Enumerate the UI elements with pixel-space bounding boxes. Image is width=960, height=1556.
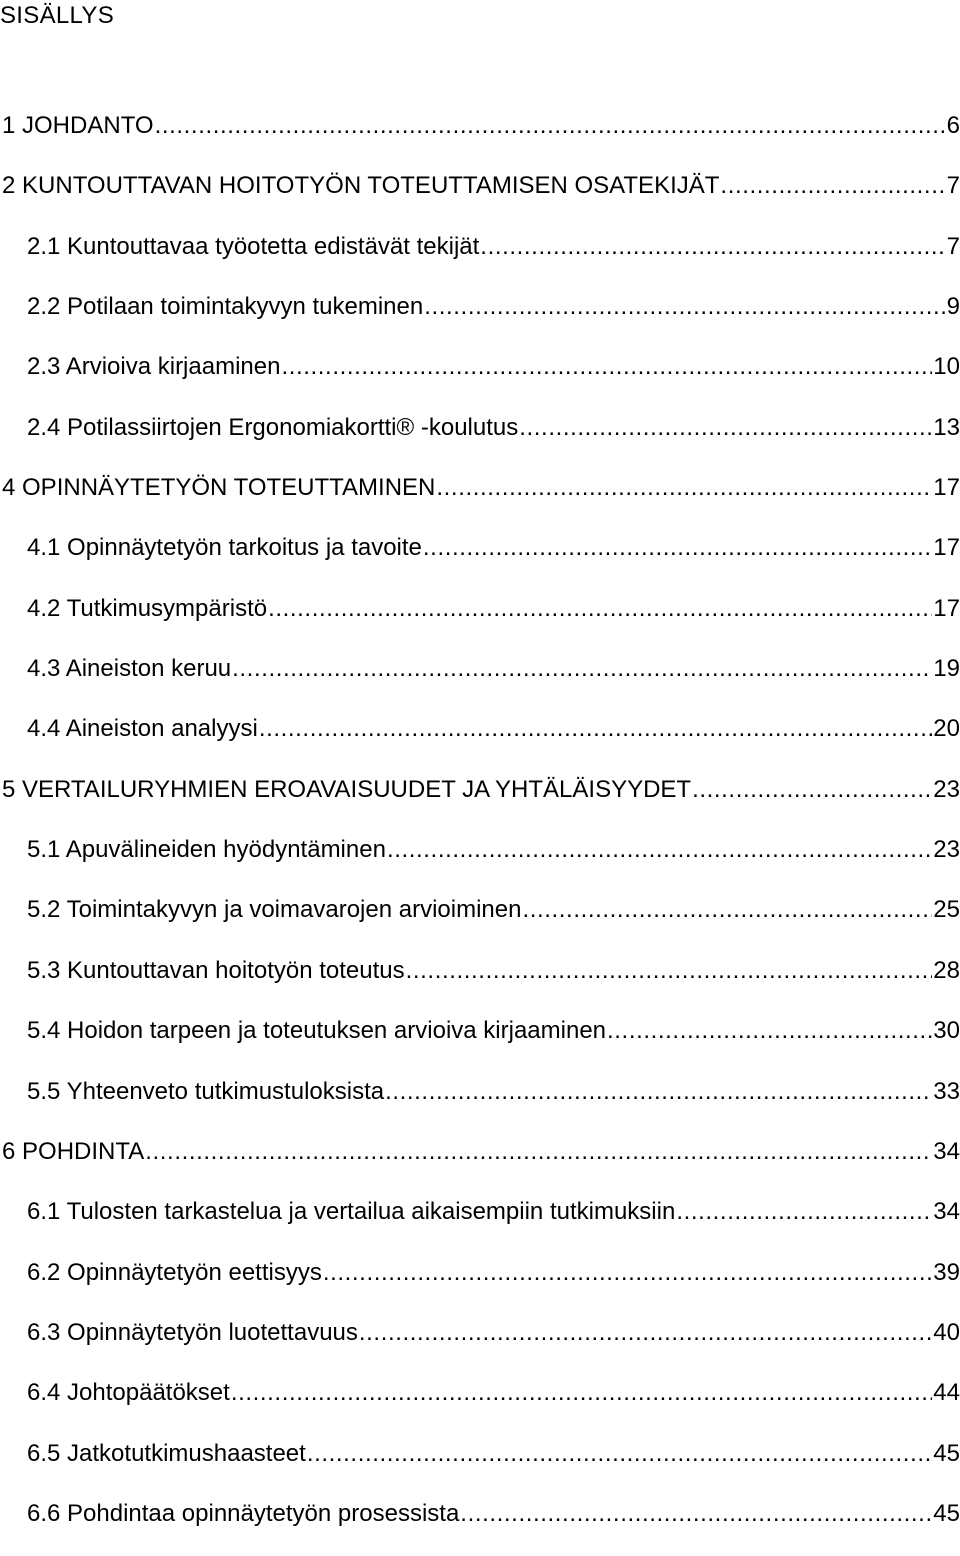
toc-heading: SISÄLLYS bbox=[0, 2, 115, 29]
toc-entry[interactable] bbox=[0, 168, 960, 228]
toc-entry-page-number: 17 bbox=[933, 594, 960, 622]
toc-entry-title: 2.4 Potilassiirtojen Ergonomiakortti® -koulutus bbox=[27, 413, 519, 441]
toc-entry[interactable] bbox=[0, 410, 960, 470]
toc-entry[interactable] bbox=[0, 651, 960, 711]
table-of-contents bbox=[0, 108, 960, 1556]
toc-entry[interactable] bbox=[0, 1496, 960, 1556]
toc-entry-title: 5.1 Apuvälineiden hyödyntäminen bbox=[27, 836, 386, 864]
toc-entry[interactable] bbox=[0, 1375, 960, 1435]
toc-entry[interactable] bbox=[0, 108, 960, 168]
dot-leader bbox=[323, 1255, 932, 1291]
toc-entry-title: 6.1 Tulosten tarkastelua ja vertailua aikaisempiin tutkimuksiin bbox=[27, 1198, 676, 1226]
dot-leader bbox=[522, 892, 932, 928]
toc-entry-page-number: 7 bbox=[946, 172, 960, 200]
toc-entry-title: 2.3 Arvioiva kirjaaminen bbox=[27, 353, 281, 381]
toc-entry-title: 6.3 Opinnäytetyön luotettavuus bbox=[27, 1318, 358, 1346]
toc-entry-page-number: 17 bbox=[933, 474, 960, 502]
toc-entry[interactable] bbox=[0, 349, 960, 409]
toc-entry-page-number: 10 bbox=[933, 353, 960, 381]
dot-leader bbox=[268, 591, 932, 627]
toc-entry-page-number: 25 bbox=[933, 896, 960, 924]
toc-entry-page-number: 34 bbox=[933, 1137, 960, 1165]
dot-leader bbox=[692, 772, 932, 808]
toc-entry-title: 6.6 Pohdintaa opinnäytetyön prosessista bbox=[27, 1499, 460, 1527]
toc-entry-title: 5.4 Hoidon tarpeen ja toteutuksen arvioiva kirjaaminen bbox=[27, 1017, 607, 1045]
toc-entry[interactable] bbox=[0, 1013, 960, 1073]
toc-entry-page-number: 6 bbox=[946, 112, 960, 139]
toc-entry-page-number: 39 bbox=[933, 1258, 960, 1286]
toc-entry-page-number: 28 bbox=[933, 956, 960, 984]
toc-entry[interactable] bbox=[0, 892, 960, 952]
toc-entry-title: 5 VERTAILURYHMIEN EROAVAISUUDET JA YHTÄLÄISYYDET bbox=[2, 775, 692, 803]
toc-entry[interactable] bbox=[0, 1134, 960, 1194]
toc-entry[interactable] bbox=[0, 832, 960, 892]
toc-entry-title: 4.1 Opinnäytetyön tarkoitus ja tavoite bbox=[27, 534, 422, 562]
toc-entry-page-number: 40 bbox=[933, 1318, 960, 1346]
dot-leader bbox=[155, 108, 946, 144]
dot-leader bbox=[231, 1375, 932, 1411]
toc-entry-page-number: 23 bbox=[933, 836, 960, 864]
toc-entry[interactable] bbox=[0, 591, 960, 651]
toc-entry-title: 2 KUNTOUTTAVAN HOITOTYÖN TOTEUTTAMISEN OSATEKIJÄT bbox=[2, 172, 720, 200]
toc-entry[interactable] bbox=[0, 1255, 960, 1315]
toc-entry-title: 6.5 Jatkotutkimushaasteet bbox=[27, 1439, 306, 1467]
toc-entry-title: 5.2 Toimintakyvyn ja voimavarojen arvioiminen bbox=[27, 896, 522, 924]
dot-leader bbox=[423, 530, 932, 566]
dot-leader bbox=[480, 229, 945, 265]
toc-entry[interactable] bbox=[0, 229, 960, 289]
toc-entry-title: 4.3 Aineiston keruu bbox=[27, 655, 232, 683]
dot-leader bbox=[460, 1496, 932, 1532]
toc-entry-page-number: 45 bbox=[933, 1499, 960, 1527]
toc-entry[interactable] bbox=[0, 772, 960, 832]
dot-leader bbox=[436, 470, 932, 506]
toc-entry-title: 2.2 Potilaan toimintakyvyn tukeminen bbox=[27, 293, 424, 321]
toc-entry-title: 4.2 Tutkimusympäristö bbox=[27, 594, 268, 622]
dot-leader bbox=[406, 953, 933, 989]
toc-entry-page-number: 20 bbox=[933, 715, 960, 743]
toc-entry-title: 4.4 Aineiston analyysi bbox=[27, 715, 258, 743]
toc-entry-title: 1 JOHDANTO bbox=[2, 112, 154, 139]
toc-entry-title: 4 OPINNÄYTETYÖN TOTEUTTAMINEN bbox=[2, 474, 436, 502]
dot-leader bbox=[385, 1074, 932, 1110]
dot-leader bbox=[720, 168, 945, 204]
toc-entry[interactable] bbox=[0, 1436, 960, 1496]
dot-leader bbox=[281, 349, 932, 385]
toc-entry[interactable] bbox=[0, 953, 960, 1013]
toc-entry-page-number: 45 bbox=[933, 1439, 960, 1467]
toc-entry-title: 5.5 Yhteenveto tutkimustuloksista bbox=[27, 1077, 385, 1105]
toc-entry-page-number: 34 bbox=[933, 1198, 960, 1226]
toc-entry-page-number: 30 bbox=[933, 1017, 960, 1045]
dot-leader bbox=[232, 651, 932, 687]
toc-entry-page-number: 17 bbox=[933, 534, 960, 562]
toc-entry[interactable] bbox=[0, 1315, 960, 1375]
toc-entry-page-number: 23 bbox=[933, 775, 960, 803]
dot-leader bbox=[387, 832, 932, 868]
dot-leader bbox=[607, 1013, 932, 1049]
dot-leader bbox=[359, 1315, 932, 1351]
toc-entry[interactable] bbox=[0, 470, 960, 530]
toc-entry-page-number: 19 bbox=[933, 655, 960, 683]
toc-entry-page-number: 9 bbox=[946, 293, 960, 321]
dot-leader bbox=[145, 1134, 932, 1170]
toc-entry[interactable] bbox=[0, 289, 960, 349]
toc-entry-title: 6.2 Opinnäytetyön eettisyys bbox=[27, 1258, 322, 1286]
toc-entry-page-number: 33 bbox=[933, 1077, 960, 1105]
toc-entry-title: 6.4 Johtopäätökset bbox=[27, 1379, 230, 1407]
toc-entry[interactable] bbox=[0, 530, 960, 590]
dot-leader bbox=[307, 1436, 932, 1472]
dot-leader bbox=[259, 711, 932, 747]
dot-leader bbox=[424, 289, 945, 325]
toc-entry[interactable] bbox=[0, 1194, 960, 1254]
toc-entry-title: 5.3 Kuntouttavan hoitotyön toteutus bbox=[27, 956, 405, 984]
toc-entry[interactable] bbox=[0, 1074, 960, 1134]
toc-entry[interactable] bbox=[0, 711, 960, 771]
toc-entry-page-number: 7 bbox=[946, 232, 960, 260]
toc-entry-page-number: 13 bbox=[933, 413, 960, 441]
dot-leader bbox=[676, 1194, 932, 1230]
toc-entry-title: 2.1 Kuntouttavaa työotetta edistävät tekijät bbox=[27, 232, 480, 260]
toc-entry-title: 6 POHDINTA bbox=[2, 1137, 145, 1165]
toc-entry-page-number: 44 bbox=[933, 1379, 960, 1407]
dot-leader bbox=[519, 410, 932, 446]
